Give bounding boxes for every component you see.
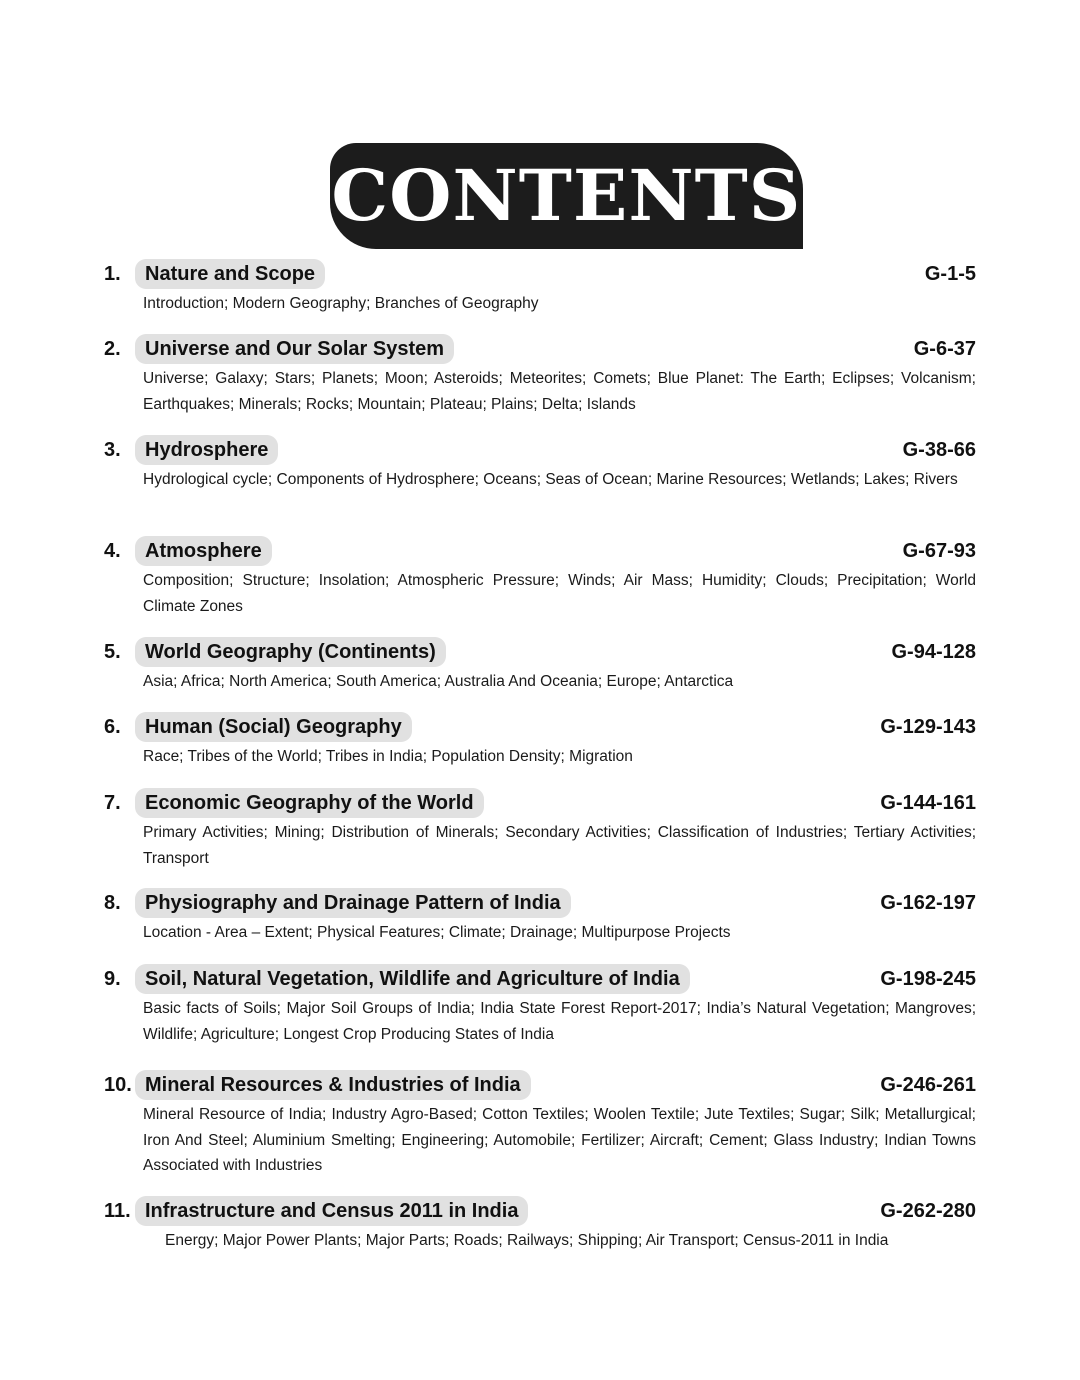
entry-title[interactable]: Soil, Natural Vegetation, Wildlife and Agriculture of India [135,964,690,994]
entry-number: 8. [104,892,121,914]
entry-topics: Primary Activities; Mining; Distribution of Minerals; Secondary Activities; Classification of Industries; Tertiary Activities; Transport [143,824,976,867]
toc-entry [104,1196,976,1254]
entry-number: 5. [104,641,121,663]
entry-title[interactable]: Universe and Our Solar System [135,334,454,364]
entry-number: 1. [104,263,121,285]
entry-title[interactable]: Economic Geography of the World [135,788,484,818]
toc-entry [104,259,976,317]
toc-entry [104,712,976,770]
entry-page-range: G-162-197 [880,892,976,914]
entry-page-range: G-94-128 [891,641,976,663]
entry-page-range: G-198-245 [880,968,976,990]
toc-entry [104,536,976,619]
entry-topics: Composition; Structure; Insolation; Atmospheric Pressure; Winds; Air Mass; Humidity; Clouds; Precipitation; World Climate Zones [143,572,976,615]
entry-topics: Mineral Resource of India; Industry Agro-Based; Cotton Textiles; Woolen Textile; Jute Textiles; Sugar; Silk; Metallurgical; Iron And Steel; Aluminium Smelting; Engineering; Automobile; Fertilizer; Aircraft; Cement; Glass Industry; Indian Towns Associated with Industries [143,1106,976,1174]
entry-title[interactable]: Mineral Resources & Industries of India [135,1070,531,1100]
entry-page-range: G-129-143 [880,716,976,738]
toc-entry [104,334,976,417]
entry-page-range: G-144-161 [880,792,976,814]
entry-title[interactable]: World Geography (Continents) [135,637,446,667]
toc-entry [104,788,976,871]
entry-topics: Basic facts of Soils; Major Soil Groups of India; India State Forest Report-2017; India’s Natural Vegetation; Mangroves; Wildlife; Agriculture; Longest Crop Producing States of India [143,1000,976,1043]
entry-title[interactable]: Human (Social) Geography [135,712,412,742]
entry-title[interactable]: Nature and Scope [135,259,325,289]
entry-number: 3. [104,439,121,461]
entry-topics: Asia; Africa; North America; South America; Australia And Oceania; Europe; Antarctica [143,673,734,690]
entry-title[interactable]: Infrastructure and Census 2011 in India [135,1196,528,1226]
entry-topics: Energy; Major Power Plants; Major Parts; Roads; Railways; Shipping; Air Transport; Census-2011 in India [165,1232,889,1249]
toc-entry [104,888,976,946]
contents-header-banner [330,143,803,249]
page-title: CONTENTS [331,154,802,237]
entry-topics: Location - Area – Extent; Physical Features; Climate; Drainage; Multipurpose Projects [143,924,731,941]
entry-page-range: G-38-66 [902,439,976,461]
entry-number: 11. [104,1200,131,1222]
entry-number: 4. [104,540,121,562]
entry-number: 10. [104,1074,132,1096]
toc-entry [104,964,976,1047]
toc-entry [104,435,976,493]
entry-title[interactable]: Physiography and Drainage Pattern of India [135,888,571,918]
entry-title[interactable]: Atmosphere [135,536,272,566]
entry-number: 6. [104,716,121,738]
entry-topics: Hydrological cycle; Components of Hydrosphere; Oceans; Seas of Ocean; Marine Resources; Wetlands; Lakes; Rivers [143,471,958,488]
entry-page-range: G-6-37 [913,338,976,360]
entry-topics: Universe; Galaxy; Stars; Planets; Moon; Asteroids; Meteorites; Comets; Blue Planet: The Earth; Eclipses; Volcanism; Earthquakes; Minerals; Rocks; Mountain; Plateau; Plains; Delta; Islands [143,370,976,413]
entry-title[interactable]: Hydrosphere [135,435,278,465]
entry-page-range: G-246-261 [880,1074,976,1096]
entry-topics: Race; Tribes of the World; Tribes in India; Population Density; Migration [143,748,633,765]
entry-number: 7. [104,792,121,814]
entry-number: 2. [104,338,121,360]
entry-page-range: G-67-93 [902,540,976,562]
toc-entry [104,1070,976,1179]
entry-page-range: G-1-5 [924,263,976,285]
toc-entry [104,637,976,695]
entry-topics: Introduction; Modern Geography; Branches of Geography [143,295,539,312]
entry-page-range: G-262-280 [880,1200,976,1222]
entry-number: 9. [104,968,121,990]
